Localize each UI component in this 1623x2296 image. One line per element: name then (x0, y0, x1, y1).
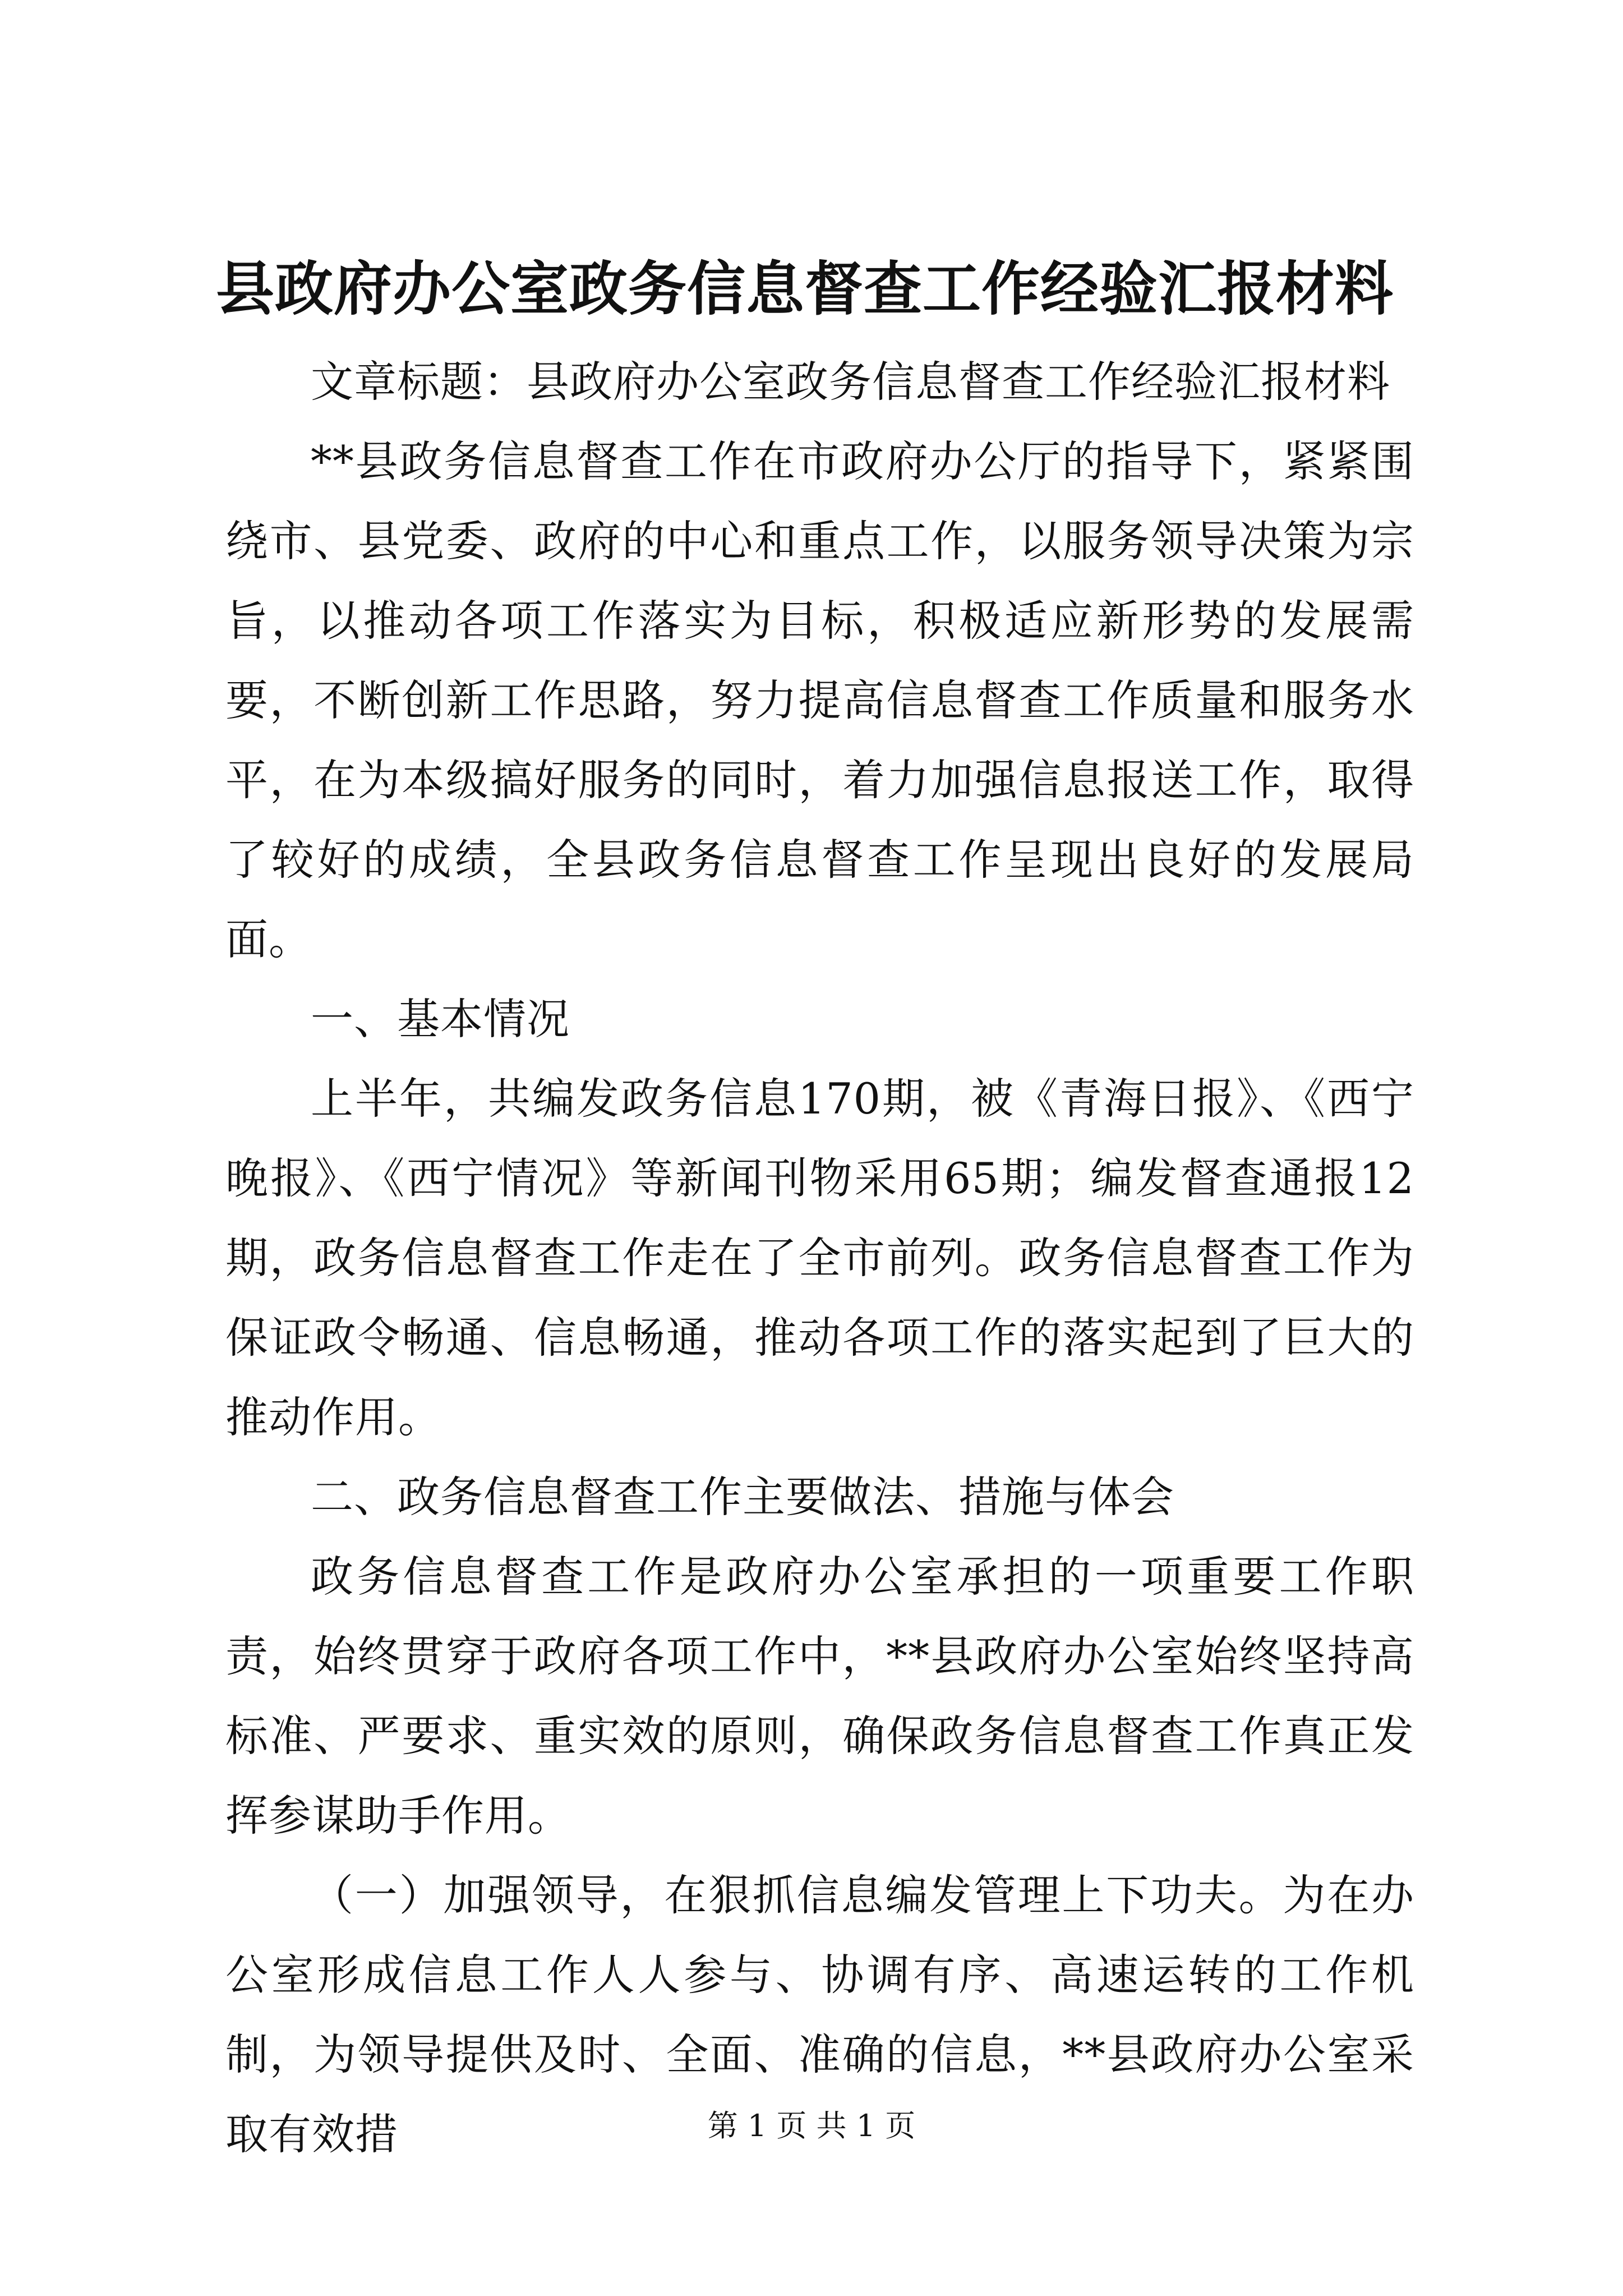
page-footer: 第 1 页 共 1 页 (707, 2108, 916, 2143)
document-title: 县政府办公室政务信息督查工作经验汇报材料 (216, 255, 1394, 323)
document-body (225, 342, 1414, 2174)
intro-paragraph: **县政务信息督查工作在市政府办公厅的指导下，紧紧围绕市、县党委、政府的中心和重点工作，以服务领导决策为宗旨，以推动各项工作落实为目标，积极适应新形势的发展需要，不断创新工作思路，努力提高信息督查工作质量和服务水平，在为本级搞好服务的同时，着力加强信息报送工作，取得了较好的成绩，全县政务信息督查工作呈现出良好的发展局面。 (225, 436, 1414, 964)
section-heading-methods: 二、政务信息督查工作主要做法、措施与体会 (311, 1472, 1174, 1522)
methods-paragraph: 政务信息督查工作是政府办公室承担的一项重要工作职责，始终贯穿于政府各项工作中，**县政府办公室始终坚持高标准、严要求、重实效的原则，确保政务信息督查工作真正发挥参谋助手作用。 (225, 1552, 1414, 1841)
article-title-line: 文章标题：县政府办公室政务信息督查工作经验汇报材料 (311, 357, 1390, 407)
basic-situation-paragraph: 上半年，共编发政务信息170期，被《青海日报》、《西宁晚报》、《西宁情况》等新闻刊物采用65期；编发督查通报12期，政务信息督查工作走在了全市前列。政务信息督查工作为保证政令畅通、信息畅通，推动各项工作的落实起到了巨大的推动作用。 (225, 1074, 1414, 1442)
section-heading-basic-situation: 一、基本情况 (311, 994, 570, 1044)
subsection-paragraph: （一）加强领导，在狠抓信息编发管理上下功夫。为在办公室形成信息工作人人参与、协调有序、高速运转的工作机制，为领导提供及时、全面、准确的信息，**县政府办公室采取有效措 (225, 1870, 1414, 2159)
